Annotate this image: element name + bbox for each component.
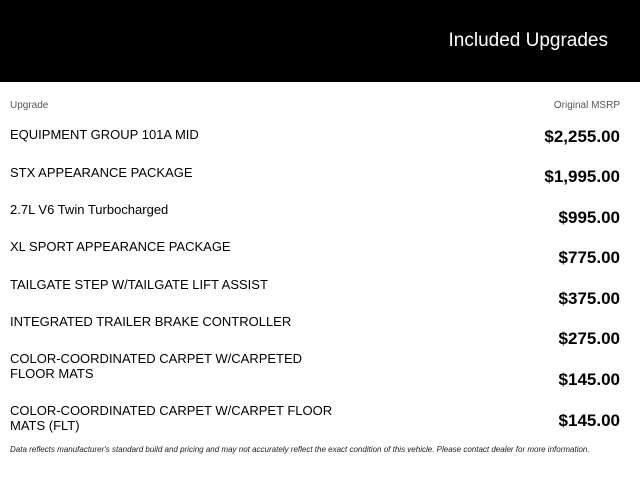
upgrade-name: 2.7L V6 Twin Turbocharged (10, 202, 169, 217)
upgrade-price: $145.00 (558, 370, 620, 389)
page-title: Included Upgrades (448, 30, 608, 51)
upgrade-name: TAILGATE STEP W/TAILGATE LIFT ASSIST (10, 277, 268, 292)
upgrade-price: $375.00 (558, 289, 620, 308)
upgrade-name: EQUIPMENT GROUP 101A MID (10, 127, 199, 142)
upgrade-price: $145.00 (558, 411, 620, 430)
upgrade-name: INTEGRATED TRAILER BRAKE CONTROLLER (10, 314, 292, 329)
disclaimer-text: Data reflects manufacturer's standard build and pricing and may not accurately reflect the exact condition of this vehicle. Please contact dealer for more information. (10, 445, 590, 454)
upgrade-name: COLOR-COORDINATED CARPET W/CARPETED FLOOR MATS (10, 351, 303, 381)
upgrade-name: COLOR-COORDINATED CARPET W/CARPET FLOOR MATS (FLT) (10, 403, 333, 433)
msrp-column-header: Original MSRP (553, 100, 620, 111)
page-header (0, 0, 640, 82)
upgrade-name: STX APPEARANCE PACKAGE (10, 165, 193, 180)
upgrade-price: $775.00 (558, 248, 620, 267)
upgrade-price: $1,995.00 (544, 167, 620, 186)
upgrade-name: XL SPORT APPEARANCE PACKAGE (10, 239, 231, 254)
upgrade-price: $2,255.00 (544, 127, 620, 146)
upgrade-column-header: Upgrade (10, 100, 49, 111)
upgrade-price: $995.00 (558, 208, 620, 227)
upgrade-price: $275.00 (558, 329, 620, 348)
